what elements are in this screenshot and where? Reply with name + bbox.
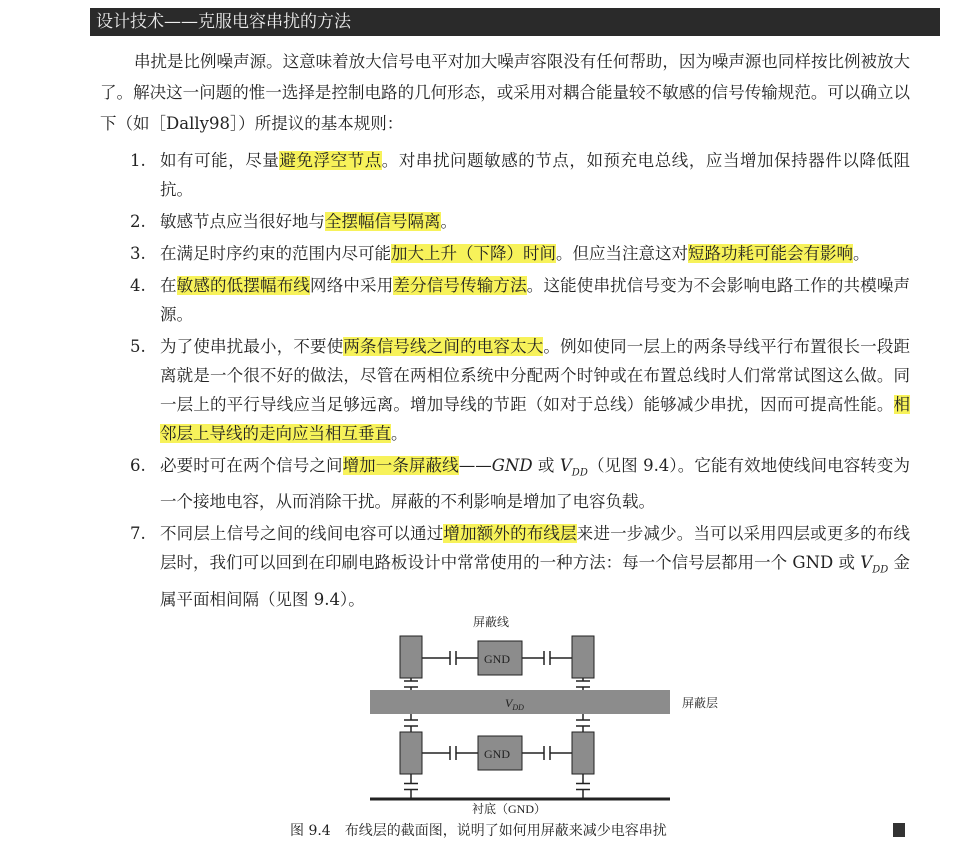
rule-text: 网络中采用 [310, 276, 394, 295]
rule-text: 。 [391, 424, 408, 443]
rule-number: 6. [130, 456, 146, 475]
end-mark [893, 823, 905, 837]
highlighted-text: 避免浮空节点 [279, 151, 382, 170]
rule-text: —— [458, 456, 492, 475]
rule-text: 金属平面相间隔（见图 9.4）。 [160, 553, 910, 609]
rule-text: 来进一步减少。当可以采用四层或更多的布线层时，我们可以回到在印刷电路板设计中常常使用的一种方法：每一个信号层都用一个 GND 或 [160, 524, 911, 573]
highlighted-text: 增加额外的布线层 [443, 524, 577, 544]
rule-text: DD [872, 564, 889, 576]
rule-text: 为了使串扰最小，不要使 [160, 337, 344, 356]
rule-item [100, 519, 910, 613]
rule-number: 3. [130, 244, 146, 263]
rule-text: 在 [160, 276, 177, 295]
rule-number: 7. [130, 524, 146, 544]
highlighted-text: 两条信号线之间的电容太大 [343, 337, 544, 356]
section-title-bar [90, 8, 940, 36]
rule-text: （见图 9.4）。它能有效地使线间电容转变为一个接地电容，从而消除干扰。屏蔽的不利影响是增加了电容负载。 [160, 456, 910, 512]
rule-item [100, 451, 910, 516]
highlighted-text: 加大上升（下降）时间 [391, 244, 556, 263]
signal-wire-top-right [572, 636, 594, 678]
highlighted-text: 短路功耗可能会有影响 [688, 244, 853, 263]
highlighted-text: 全摆幅信号隔离 [325, 212, 441, 231]
rule-item [100, 271, 910, 329]
figure-caption: 图 9.4 布线层的截面图，说明了如何用屏蔽来减少电容串扰 [290, 823, 667, 839]
rule-number: 1. [130, 151, 146, 170]
rule-item [100, 239, 910, 268]
rule-text: V [559, 456, 572, 475]
shield-layer-inner-label: $V_{DD}$ [505, 696, 524, 712]
intro-paragraph: 串扰是比例噪声源。这意味着放大信号电平对加大噪声容限没有任何帮助，因为噪声源也同样按比例被放大了。解决这一问题的惟一选择是控制电路的几何形态，或采用对耦合能量较不敏感的信号传输规范。可以确立以下（如［Dally98］）所提议的基本规则： [100, 52, 910, 133]
highlighted-text: 相邻层上导线的走向应当相互垂直 [160, 395, 910, 443]
figure-9-4 [360, 606, 740, 816]
rule-text: 在满足时序约束的范围内尽可能 [160, 244, 391, 263]
rule-text: 。这能使串扰信号变为不会影响电路工作的共模噪声源。 [160, 276, 911, 324]
highlighted-text: 差分信号传输方法 [393, 276, 527, 295]
rule-text: 必要时可在两个信号之间 [160, 456, 343, 475]
shield-layer-label: 屏蔽层 [682, 696, 719, 710]
rule-item [100, 146, 910, 204]
signal-wire-bottom-left [400, 732, 422, 774]
rule-number: 2. [130, 212, 146, 231]
rule-text: 。例如使同一层上的两条导线平行布置很长一段距离就是一个很不好的做法，尽管在两相位系统中分配两个时钟或在布置总线时人们常常试图这么做。同一层上的平行导线应当足够远离。增加导线的节距（如对于总线）能够减少串扰，因而可提高性能。 [160, 337, 911, 414]
rule-text: 不同层上信号之间的线间电容可以通过 [160, 524, 444, 544]
shield-wire-label: 屏蔽线 [473, 615, 510, 629]
signal-wire-bottom-right [572, 732, 594, 774]
rule-text: V [860, 553, 873, 573]
rule-item [100, 332, 910, 448]
rule-text: 。但应当注意这对 [556, 244, 688, 263]
rule-text: 。对串扰问题敏感的节点，如预充电总线，应当增加保持器件以降低阻抗。 [160, 151, 911, 199]
substrate-label: 衬底（GND） [472, 802, 546, 816]
highlighted-text: 敏感的低摆幅布线 [176, 276, 311, 295]
rule-text: 如有可能，尽量 [160, 151, 280, 170]
rule-text: 敏感节点应当很好地与 [160, 212, 325, 231]
section-title: 设计技术——克服电容串扰的方法 [96, 12, 351, 32]
rule-text: 或 [532, 456, 560, 475]
rules-list [100, 146, 910, 617]
gnd-label-bottom: GND [484, 747, 510, 761]
signal-wire-top-left [400, 636, 422, 678]
rule-item [100, 207, 910, 236]
rule-text: 。 [440, 212, 457, 231]
rule-text: GND [491, 456, 533, 475]
rule-text: 。 [853, 244, 870, 263]
gnd-label-top: GND [484, 652, 510, 666]
rule-number: 4. [130, 276, 146, 295]
highlighted-text: 增加一条屏蔽线 [342, 456, 459, 475]
rule-text: DD [571, 467, 588, 479]
rule-number: 5. [130, 337, 146, 356]
